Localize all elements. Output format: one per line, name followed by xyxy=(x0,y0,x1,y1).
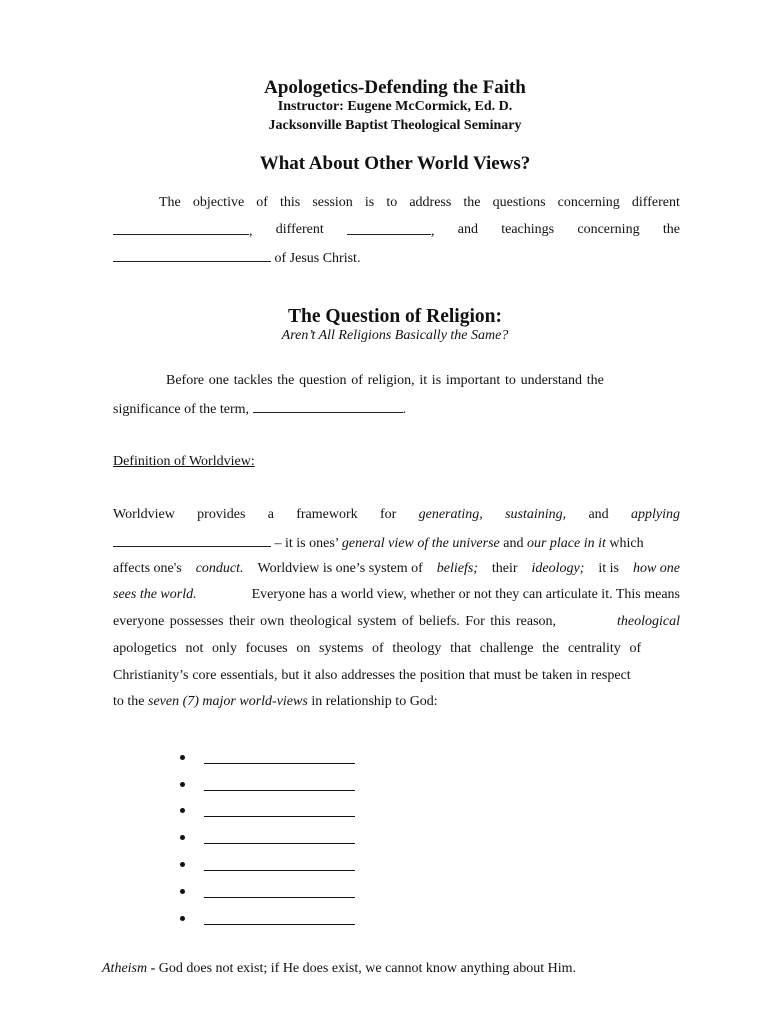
religion-line-2: significance of the term, . xyxy=(113,402,407,417)
definition-label: Definition of Worldview: xyxy=(113,454,255,469)
blank-field[interactable] xyxy=(204,751,355,764)
list-item xyxy=(180,878,355,905)
bullet-icon xyxy=(180,835,185,840)
list-item xyxy=(180,771,355,798)
bullet-icon xyxy=(180,808,185,813)
bullet-icon xyxy=(180,889,185,894)
blank-field[interactable] xyxy=(204,831,355,844)
seminary-line: Jacksonville Baptist Theological Seminary xyxy=(268,118,522,133)
blank-field[interactable] xyxy=(113,222,249,235)
blank-field[interactable] xyxy=(113,249,271,262)
list-item xyxy=(180,824,355,851)
worldview-line-5: everyone possesses their own theological system of beliefs. For this reason, theological xyxy=(113,614,680,629)
worldview-line-3: affects one's conduct. Worldview is one’s system of beliefs; their ideology; it is how one xyxy=(113,561,680,576)
blank-field[interactable] xyxy=(113,534,271,547)
worldview-line-7: Christianity’s core essentials, but it also addresses the position that must be taken in respect xyxy=(113,668,631,683)
religion-line-1: Before one tackles the question of religion, it is important to understand the xyxy=(166,373,604,388)
objective-line-1: The objective of this session is to address the questions concerning different xyxy=(159,195,680,210)
objective-line-2: , different , and teachings concerning the xyxy=(113,222,680,240)
objective-line-3: of Jesus Christ. xyxy=(113,249,680,267)
list-item xyxy=(180,744,355,771)
blank-field[interactable] xyxy=(204,778,355,791)
worldview-line-2: – it is ones’ general view of the universe and our place in it which xyxy=(113,534,680,552)
section-heading-religion: The Question of Religion: xyxy=(288,306,502,327)
blank-field[interactable] xyxy=(204,804,355,817)
worldview-blank-list xyxy=(180,744,355,932)
blank-field[interactable] xyxy=(204,912,355,925)
blank-field[interactable] xyxy=(253,400,403,413)
document-title: Apologetics-Defending the Faith xyxy=(264,77,526,98)
section-subheading-religion: Aren’t All Religions Basically the Same? xyxy=(281,328,509,343)
worldview-line-8: to the seven (7) major world-views in relationship to God: xyxy=(113,694,438,709)
blank-field[interactable] xyxy=(204,885,355,898)
section-heading-world-views: What About Other World Views? xyxy=(259,153,531,174)
atheism-term: Atheism xyxy=(102,961,148,976)
blank-field[interactable] xyxy=(204,858,355,871)
bullet-icon xyxy=(180,755,185,760)
bullet-icon xyxy=(180,916,185,921)
worldview-line-1: Worldview provides a framework for generating, sustaining, and applying xyxy=(113,507,680,522)
worldview-line-4: sees the world. Everyone has a world view, whether or not they can articulate it. This means xyxy=(113,587,680,602)
list-item xyxy=(180,905,355,932)
bullet-icon xyxy=(180,862,185,867)
blank-field[interactable] xyxy=(347,222,431,235)
list-item xyxy=(180,798,355,825)
bullet-icon xyxy=(180,782,185,787)
instructor-line: Instructor: Eugene McCormick, Ed. D. xyxy=(277,99,513,114)
list-item xyxy=(180,851,355,878)
atheism-definition: Atheism - God does not exist; if He does exist, we cannot know anything about Him. xyxy=(102,961,576,976)
worldview-line-6: apologetics not only focuses on systems of theology that challenge the centrality of xyxy=(113,641,642,656)
